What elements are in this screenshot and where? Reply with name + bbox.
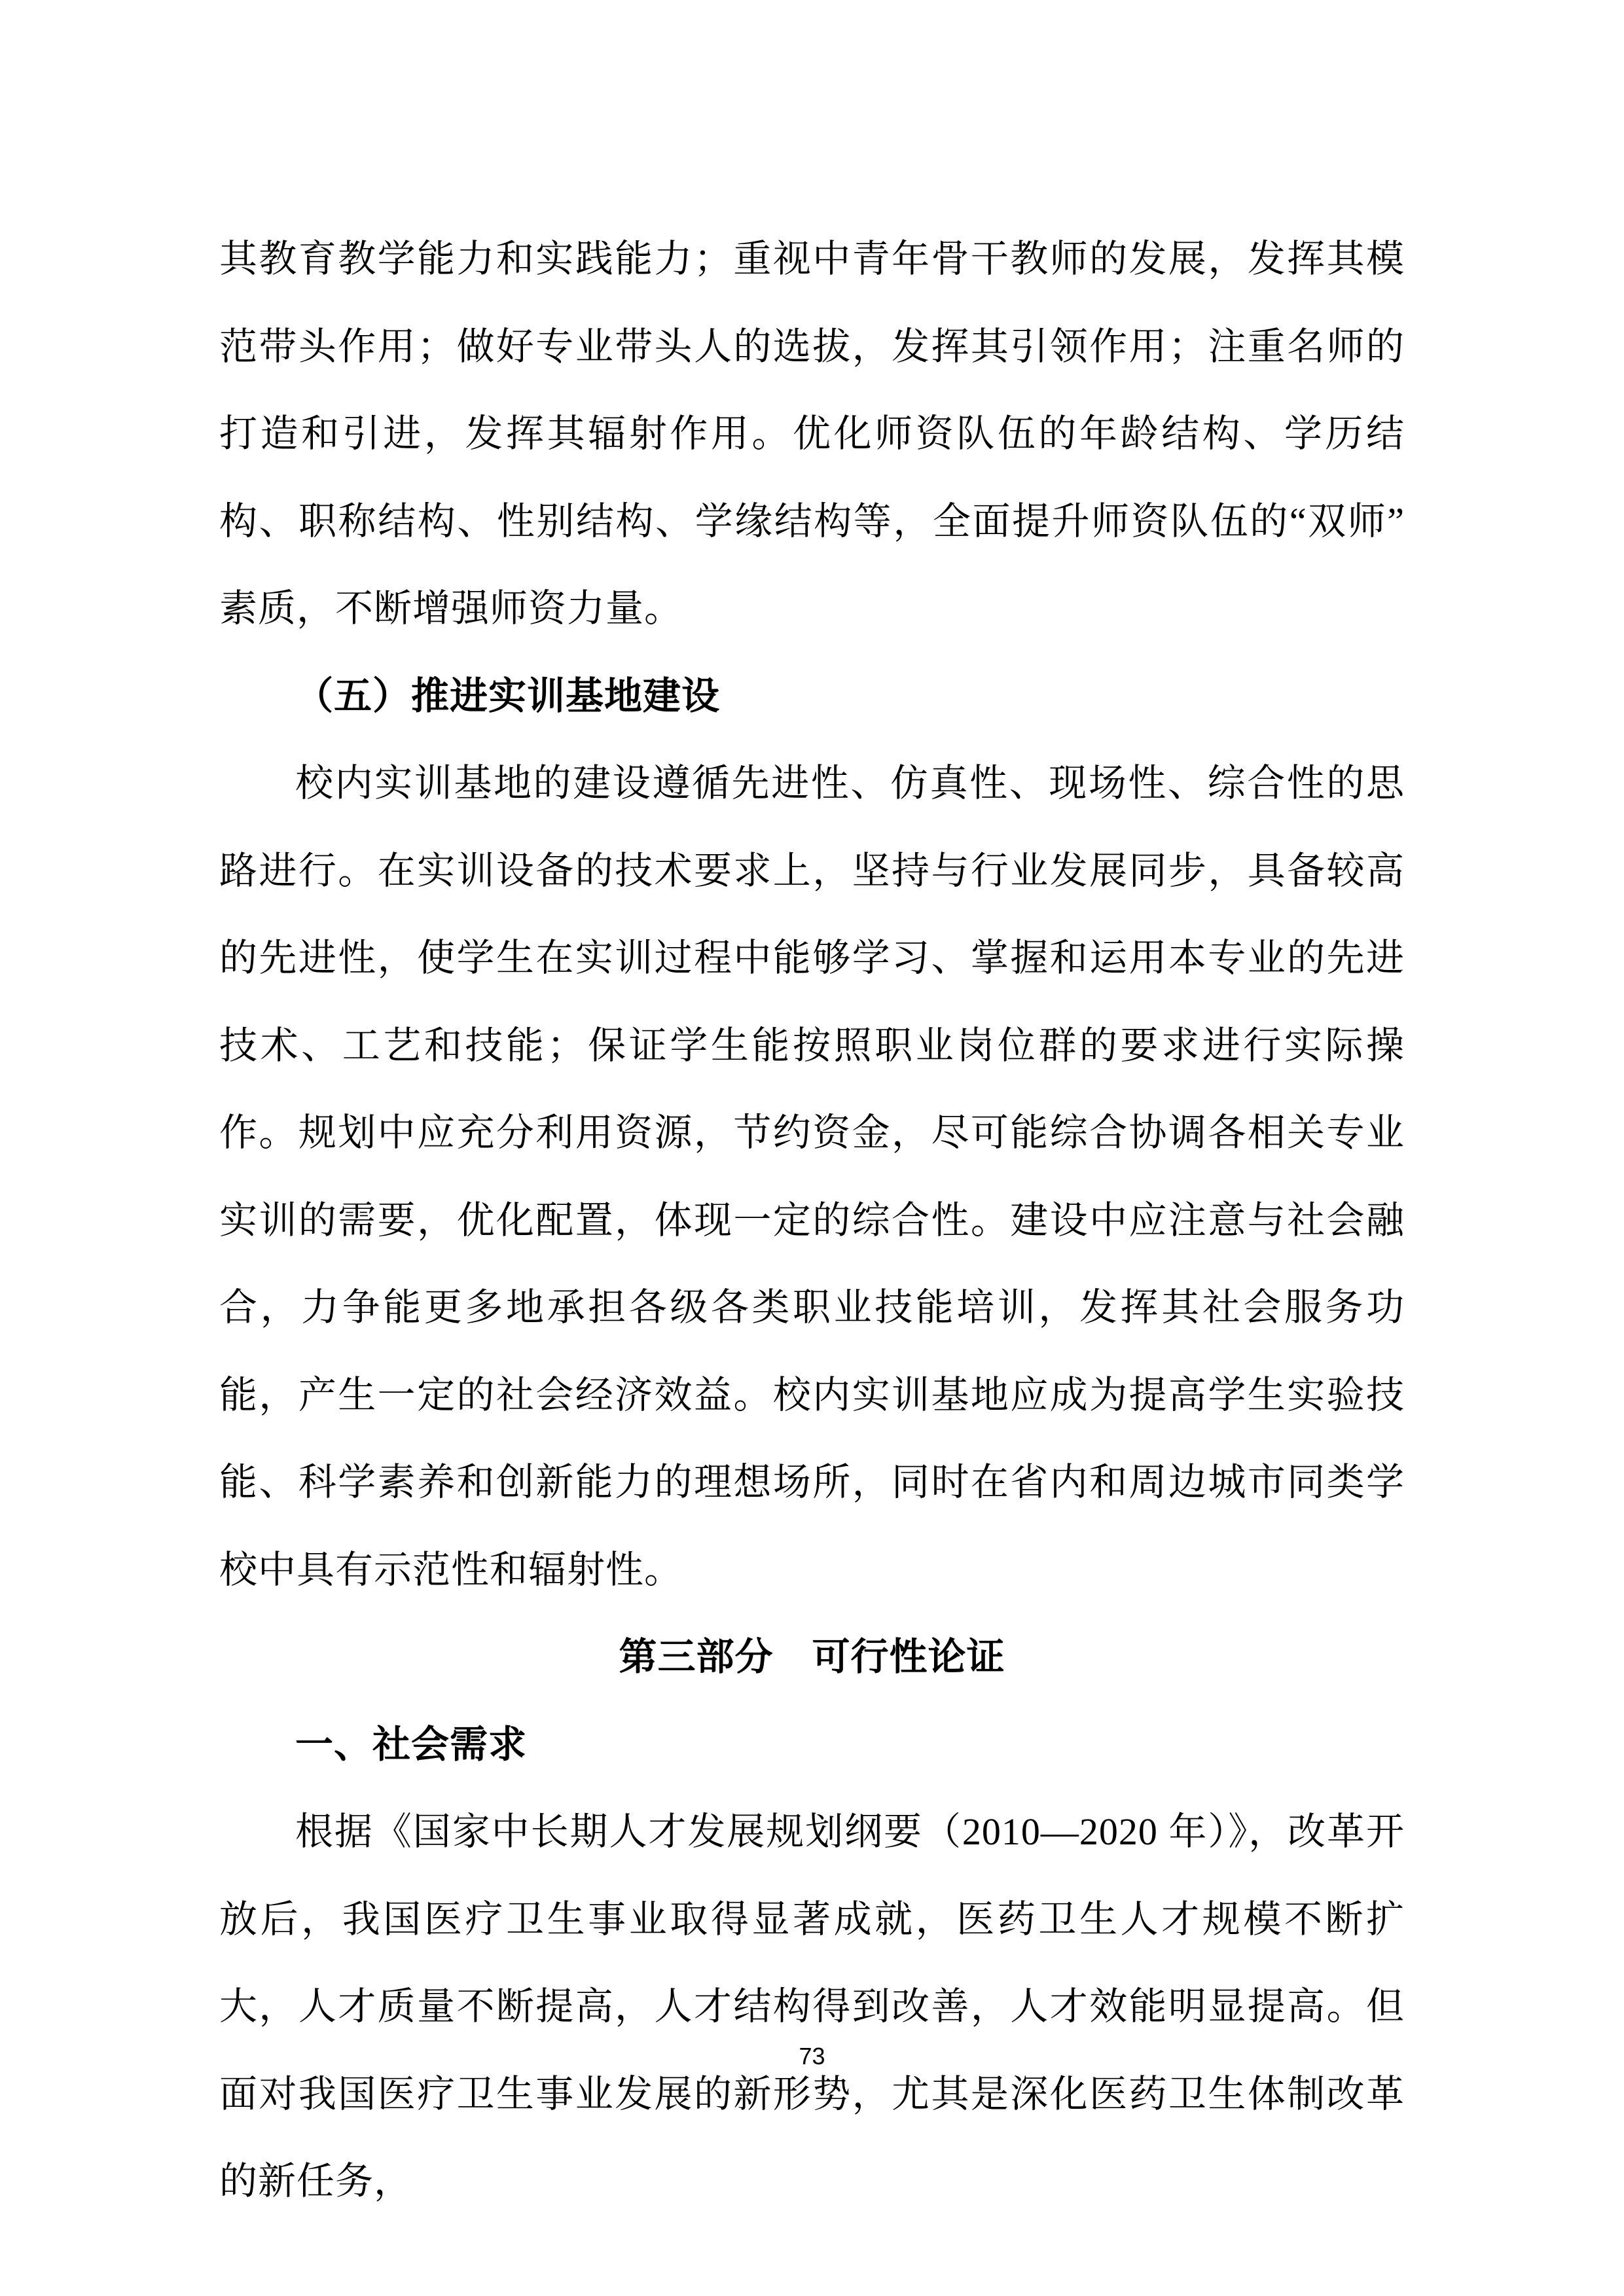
heading-part-3-feasibility: 第三部分 可行性论证 (619, 1636, 1005, 1678)
heading-section-5-training-base: （五）推进实训基地建设 (295, 674, 721, 717)
paragraph-teacher-team-continuation: 其教育教学能力和实践能力；重视中青年骨干教师的发展，发挥其模范带头作用；做好专业带头人的选拔，发挥其引领作用；注重名师的打造和引进，发挥其辐射作用。优化师资队伍的年龄结构、学历结构、职称结构、性别结构、学缘结构等，全面提升师资队伍的“双师”素质，不断增强师资力量。 (219, 238, 1405, 630)
page-content (219, 215, 1405, 2225)
page-number: 73 (799, 2043, 825, 2070)
paragraph-social-demand: 根据《国家中长期人才发展规划纲要（2010—2020 年）》，改革开放后，我国医疗卫生事业取得显著成就，医药卫生人才规模不断扩大，人才质量不断提高，人才结构得到改善，人才效能明显提高。但面对我国医疗卫生事业发展的新形势，尤其是深化医药卫生体制改革的新任务， (219, 1810, 1405, 2202)
heading-social-demand: 一、社会需求 (295, 1723, 528, 1766)
paragraph-training-base-construction: 校内实训基地的建设遵循先进性、仿真性、现场性、综合性的思路进行。在实训设备的技术要求上，坚持与行业发展同步，具备较高的先进性，使学生在实训过程中能够学习、掌握和运用本专业的先进技术、工艺和技能；保证学生能按照职业岗位群的要求进行实际操作。规划中应充分利用资源，节约资金，尽可能综合协调各相关专业实训的需要，优化配置，体现一定的综合性。建设中应注意与社会融合，力争能更多地承担各级各类职业技能培训，发挥其社会服务功能，产生一定的社会经济效益。校内实训基地应成为提高学生实验技能、科学素养和创新能力的理想场所，同时在省内和周边城市同类学校中具有示范性和辐射性。 (219, 762, 1405, 1591)
